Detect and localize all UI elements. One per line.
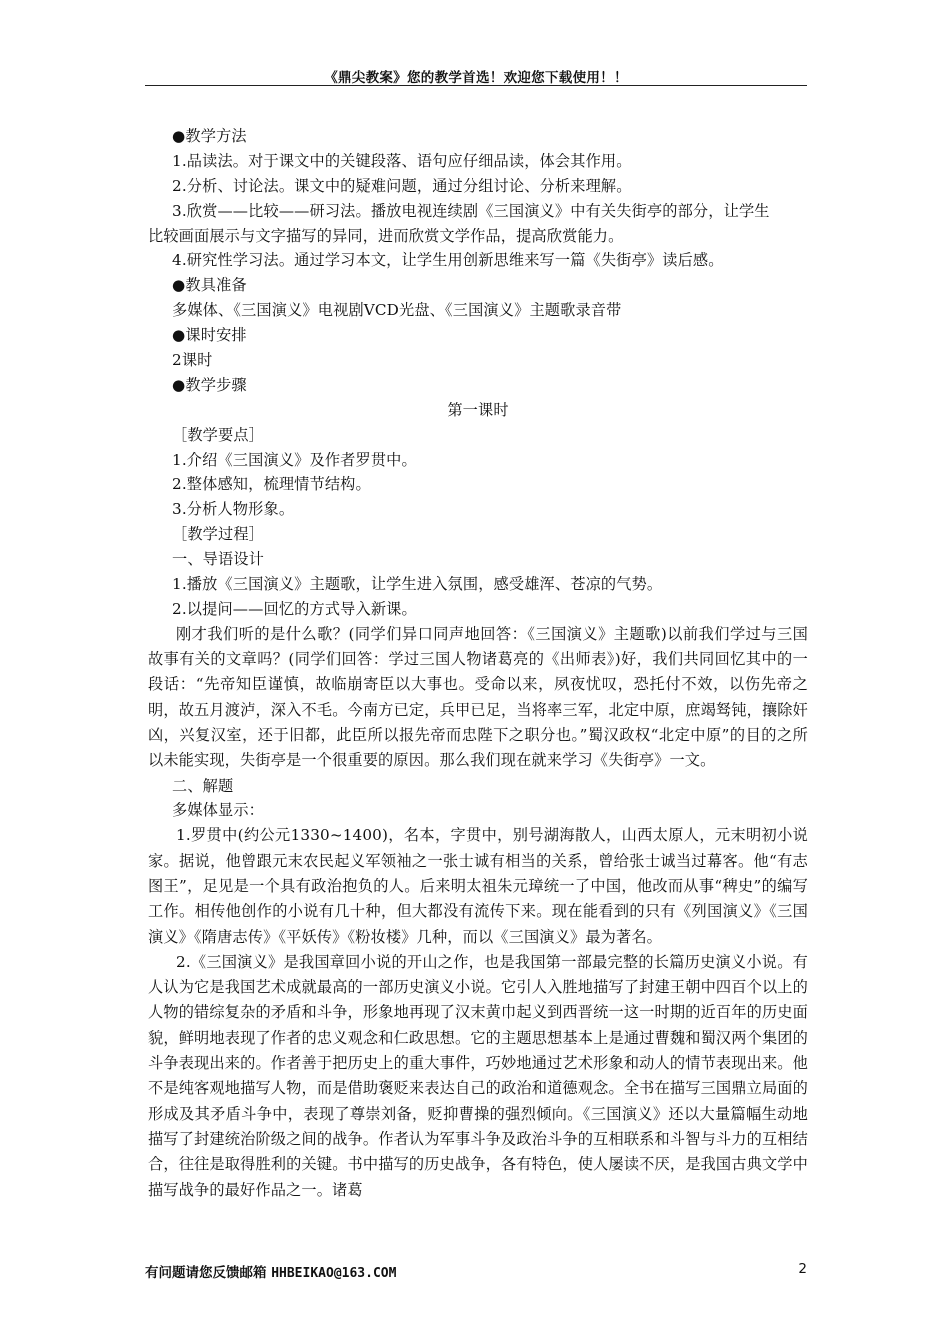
page-number: 2 (798, 1261, 807, 1277)
section-heading-schedule: ●课时安排 (172, 326, 247, 345)
footer-email: HHBEIKAO@163.COM (271, 1266, 397, 1281)
method-item: 1.品读法。对于课文中的关键段落、语句应仔细品读，体会其作用。 (172, 151, 632, 170)
key-point-item: 3.分析人物形象。 (172, 500, 295, 519)
subheading-process: ［教学过程］ (172, 525, 265, 544)
process-heading: 二、解题 (172, 776, 234, 795)
process-heading: 一、导语设计 (172, 550, 265, 569)
method-item-continued: 比较画面展示与文字描写的异同，进而欣赏文学作品，提高欣赏能力。 (148, 226, 624, 245)
header-divider (145, 85, 807, 86)
intro-paragraph: 刚才我们听的是什么歌？(同学们异口同声地回答：《三国演义》主题歌)以前我们学过与三国故事有关的文章吗？(同学们回答：学过三国人物诸葛亮的《出师表》)好，我们共同回忆其中的一段话：“先帝知臣谨慎，故临崩寄臣以大事也。受命以来，夙夜忧叹，恐托付不效，以伤先帝之明，故五月渡泸，深入不毛。今南方已定，兵甲已足，当将率三军，北定中原，庶竭驽钝，攘除奸凶，兴复汉室，还于旧都，此臣所以报先帝而忠陛下之职分也。”蜀汉政权“北定中原”的目的之所以未能实现，失街亭是一个很重要的原因。那么我们现在就来学习《失街亭》一文。 (148, 624, 808, 770)
author-paragraph: 1.罗贯中(约公元1330~1400)，名本，字贯中，别号湖海散人，山西太原人，元末明初小说家。据说，他曾跟元末农民起义军领袖之一张士诚有相当的关系，曾给张士诚当过幕客。他“有志图王”，足见是一个具有政治抱负的人。后来明太祖朱元璋统一了中国，他改而从事“稗史”的编写工作。相传他创作的小说有几十种，但大都没有流传下来。现在能看到的只有《列国演义》《三国演义》《隋唐志传》《平妖传》《粉妆楼》几种，而以《三国演义》最为著名。 (148, 826, 808, 946)
schedule-text: 2课时 (172, 351, 213, 370)
novel-paragraph: 2.《三国演义》是我国章回小说的开山之作，也是我国第一部最完整的长篇历史演义小说。有人认为它是我国艺术成就最高的一部历史演义小说。它引人入胜地描写了封建王朝中四百个以上的人物的错综复杂的矛盾和斗争，形象地再现了汉末黄巾起义到西晋统一这一时期的近百年的历史面貌，鲜明地表现了作者的忠义观念和仁政思想。它的主题思想基本上是通过曹魏和蜀汉两个集团的斗争表现出来的。作者善于把历史上的重大事件，巧妙地通过艺术形象和动人的情节表现出来。他不是纯客观地描写人物，而是借助褒贬来表达自己的政治和道德观念。全书在描写三国鼎立局面的形成及其矛盾斗争中，表现了尊崇刘备，贬抑曹操的强烈倾向。《三国演义》还以大量篇幅生动地描写了封建统治阶级之间的战争。作者认为军事斗争及政治斗争的互相联系和斗智与斗力的互相结合，往往是取得胜利的关键。书中描写的历史战争，各有特色，使人屡读不厌，是我国古典文学中描写战争的最好作品之一。诸葛 (148, 952, 808, 1199)
method-item: 2.分析、讨论法。课文中的疑难问题，通过分组讨论、分析来理解。 (172, 176, 632, 195)
subheading-key-points: ［教学要点］ (172, 425, 265, 444)
key-point-item: 2.整体感知，梳理情节结构。 (172, 475, 371, 494)
section-heading-steps: ●教学步骤 (172, 375, 247, 394)
lesson-title: 第一课时 (447, 400, 509, 419)
key-point-item: 1.介绍《三国演义》及作者罗贯中。 (172, 450, 417, 469)
section-heading-materials: ●教具准备 (172, 276, 247, 295)
method-item: 3.欣赏——比较——研习法。播放电视连续剧《三国演义》中有关失街亭的部分，让学生 (172, 201, 770, 220)
document-body (148, 124, 808, 1203)
page-footer (145, 1261, 807, 1281)
footer-label: 有问题请您反馈邮箱 (145, 1265, 267, 1281)
materials-text: 多媒体、《三国演义》电视剧VCD光盘、《三国演义》主题歌录音带 (172, 301, 622, 320)
method-item: 4.研究性学习法。通过学习本文，让学生用创新思维来写一篇《失街亭》读后感。 (172, 251, 724, 270)
multimedia-label: 多媒体显示： (172, 801, 265, 820)
process-item: 2.以提问——回忆的方式导入新课。 (172, 599, 417, 618)
process-item: 1.播放《三国演义》主题歌，让学生进入氛围，感受雄浑、苍凉的气势。 (172, 575, 663, 594)
page-header: 《鼎尖教案》您的教学首选！欢迎您下载使用！！ (324, 70, 628, 86)
section-heading-methods: ●教学方法 (172, 127, 247, 145)
